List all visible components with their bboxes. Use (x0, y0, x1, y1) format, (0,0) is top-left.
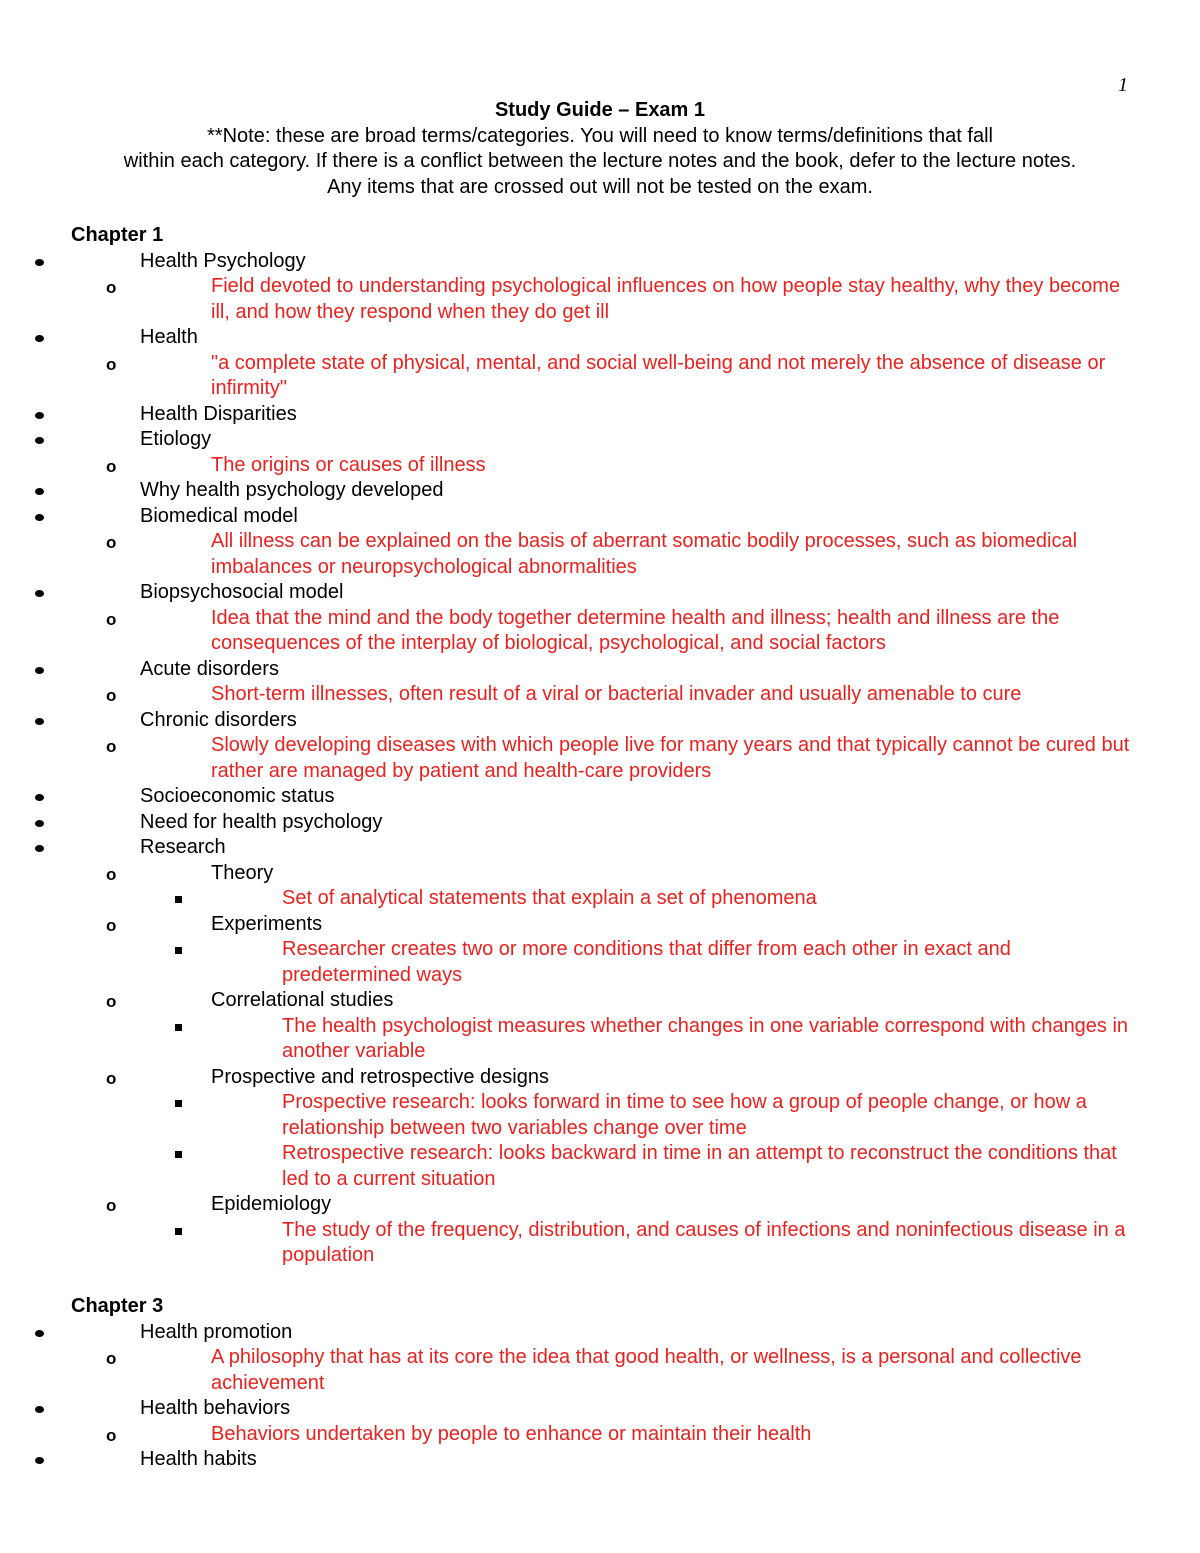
definition-text: Set of analytical statements that explain a set of phenomena (282, 887, 817, 909)
list-item (71, 810, 1141, 836)
subtopic-label: Experiments (211, 912, 323, 935)
subtopic-item (106, 861, 1141, 912)
list-item (71, 708, 1141, 785)
definition-item (211, 1090, 1141, 1141)
definition-item (211, 886, 1141, 912)
bullet-icon (35, 1406, 44, 1413)
term-label: Chronic disorders (140, 708, 297, 731)
term-label: Etiology (140, 428, 212, 450)
definition-text: "a complete state of physical, mental, and social well-being and not merely the absence of disease or infirmity" (211, 351, 1106, 399)
square-bullet-icon (175, 1151, 182, 1158)
circle-bullet-icon: o (106, 1349, 117, 1368)
term-label: Acute disorders (140, 657, 279, 680)
circle-bullet-icon: o (106, 1196, 117, 1215)
definition-item (106, 351, 1141, 402)
definition-item (106, 453, 1141, 479)
circle-bullet-icon: o (106, 1425, 117, 1445)
page-number: 1 (1118, 74, 1128, 96)
study-guide-content (71, 223, 1141, 1473)
list-item (71, 580, 1141, 657)
bullet-icon (35, 335, 44, 342)
subtopic-label: Correlational studies (211, 989, 394, 1011)
chapter-heading: Chapter 1 (71, 224, 164, 246)
bullet-icon (35, 437, 44, 444)
list-item (71, 325, 1141, 402)
list-item (71, 427, 1141, 478)
note-line: Any items that are crossed out will not be tested on the exam. (327, 175, 873, 198)
definition-text: A philosophy that has at its core the idea that good health, or wellness, is a personal and collective achievement (211, 1346, 1082, 1394)
term-label: Health behaviors (140, 1397, 291, 1419)
term-label: Health Psychology (140, 249, 306, 272)
definition-text: All illness can be explained on the basis of aberrant somatic bodily processes, such as biomedical imbalances or neuropsychological abnormalities (211, 530, 1078, 578)
circle-bullet-icon: o (106, 992, 117, 1011)
bullet-icon (35, 488, 44, 495)
circle-bullet-icon: o (106, 686, 117, 705)
bullet-icon (35, 1457, 44, 1464)
term-label: Why health psychology developed (140, 479, 444, 501)
term-label: Health (140, 326, 198, 348)
definition-text: Researcher creates two or more conditions that differ from each other in exact and predetermined ways (282, 938, 1011, 986)
bullet-icon (35, 820, 44, 827)
subtopic-item (106, 988, 1141, 1065)
bullet-icon (35, 590, 44, 597)
definition-item (211, 1014, 1141, 1065)
square-bullet-icon (175, 1100, 182, 1107)
bullet-icon (35, 1330, 44, 1337)
definition-item (106, 1422, 1141, 1448)
subtopic-label: Theory (211, 861, 274, 884)
circle-bullet-icon: o (106, 1068, 117, 1088)
bullet-icon (35, 514, 44, 521)
term-label: Need for health psychology (140, 810, 383, 833)
document-header (0, 98, 1200, 200)
bullet-icon (35, 718, 44, 725)
definition-item (211, 937, 1141, 988)
definition-text: The origins or causes of illness (211, 453, 486, 476)
definition-item (106, 606, 1141, 657)
circle-bullet-icon: o (106, 915, 117, 935)
square-bullet-icon (175, 1024, 182, 1031)
subtopic-label: Epidemiology (211, 1193, 332, 1215)
list-item (71, 657, 1141, 708)
definition-item (106, 1345, 1141, 1396)
subtopic-label: Prospective and retrospective designs (211, 1065, 549, 1088)
chapter-heading: Chapter 3 (71, 1295, 164, 1317)
circle-bullet-icon: o (106, 354, 117, 374)
circle-bullet-icon: o (106, 533, 117, 552)
subtopic-item (106, 1065, 1141, 1193)
term-label: Research (140, 836, 226, 858)
note-line: within each category. If there is a conflict between the lecture notes and the book, defer to the lecture notes. (123, 150, 1077, 172)
subtopic-item (106, 1192, 1141, 1269)
definition-item (106, 274, 1141, 325)
definition-item (106, 733, 1141, 784)
definition-text: Slowly developing diseases with which people live for many years and that typically cannot be cured but rather are managed by patient and health-care providers (211, 734, 1130, 782)
term-label: Biomedical model (140, 504, 298, 527)
term-label: Health Disparities (140, 402, 297, 425)
page-title: Study Guide – Exam 1 (494, 99, 706, 121)
list-item (71, 504, 1141, 581)
term-label: Socioeconomic status (140, 785, 335, 807)
square-bullet-icon (175, 947, 182, 954)
list-item (71, 1447, 1141, 1473)
circle-bullet-icon: o (106, 737, 117, 756)
term-list (71, 1320, 1141, 1473)
definition-item (211, 1218, 1141, 1269)
definition-text: The study of the frequency, distribution, and causes of infections and noninfectious disease in a population (282, 1218, 1126, 1266)
bullet-icon (35, 845, 44, 852)
section-spacer (71, 1269, 1141, 1295)
definition-text: Short-term illnesses, often result of a viral or bacterial invader and usually amenable to cure (211, 683, 1022, 705)
definition-text: Retrospective research: looks backward in time in an attempt to reconstruct the conditions that led to a current situation (282, 1142, 1117, 1190)
definition-text: Idea that the mind and the body together determine health and illness; health and illness are the consequences of the interplay of biological, psychological, and social factors (211, 606, 1060, 654)
square-bullet-icon (175, 1228, 182, 1235)
list-item (71, 784, 1141, 810)
bullet-icon (35, 412, 44, 419)
definition-text: Behaviors undertaken by people to enhance or maintain their health (211, 1422, 812, 1445)
bullet-icon (35, 667, 44, 674)
term-label: Biopsychosocial model (140, 581, 344, 603)
definition-text: Field devoted to understanding psychological influences on how people stay healthy, why they become ill, and how they respond when they do get ill (211, 275, 1121, 323)
list-item (71, 402, 1141, 428)
definition-text: Prospective research: looks forward in time to see how a group of people change, or how a relationship between two variables change over time (282, 1091, 1087, 1139)
circle-bullet-icon: o (106, 456, 117, 476)
list-item (71, 478, 1141, 504)
definition-item (211, 1141, 1141, 1192)
list-item (71, 1320, 1141, 1397)
definition-item (106, 682, 1141, 708)
circle-bullet-icon: o (106, 864, 117, 884)
circle-bullet-icon: o (106, 278, 117, 297)
definition-text: The health psychologist measures whether changes in one variable correspond with changes in another variable (282, 1014, 1129, 1062)
definition-item (106, 529, 1141, 580)
subtopic-item (106, 912, 1141, 989)
note-line: **Note: these are broad terms/categories. You will need to know terms/definitions that fall (207, 124, 993, 147)
bullet-icon (35, 794, 44, 801)
list-item (71, 835, 1141, 1269)
list-item (71, 1396, 1141, 1447)
list-item (71, 249, 1141, 326)
circle-bullet-icon: o (106, 609, 117, 629)
term-list (71, 249, 1141, 1269)
square-bullet-icon (175, 896, 182, 903)
term-label: Health promotion (140, 1320, 293, 1343)
term-label: Health habits (140, 1448, 257, 1470)
bullet-icon (35, 259, 44, 266)
